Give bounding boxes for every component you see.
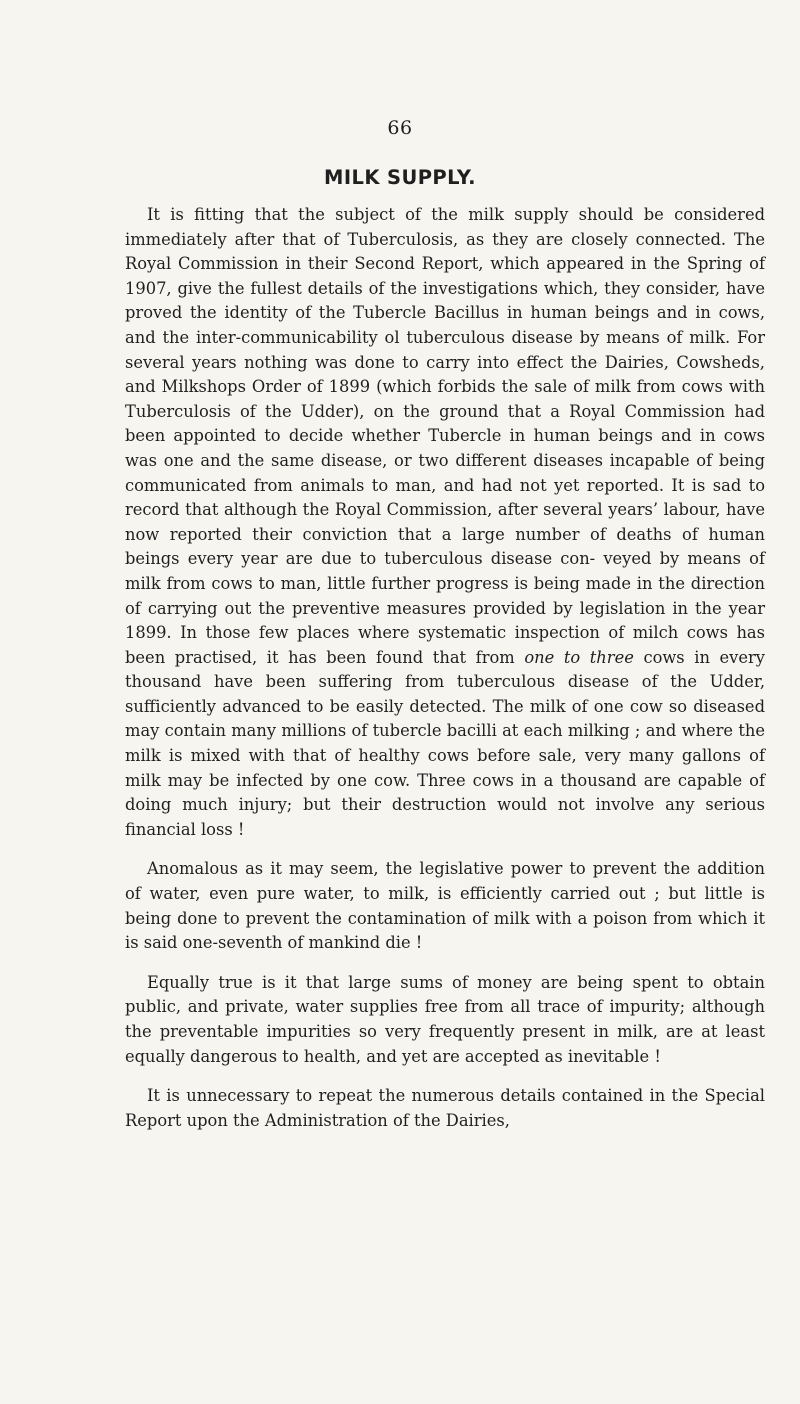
- paragraph-4: It is unnecessary to repeat the numerous details contained in the Special Report upon the Administration of the Dairies,: [125, 1086, 765, 1130]
- paragraph-1-text-start: It is fitting that the subject of the milk supply should be considered immediately after that of Tuberculosis, as they are closely connected. The Royal Commission in their Second Report, which appeared in the Spring of 1907, give the fullest details of the investigations which, they consider, have proved the identity of the Tubercle Bacillus in human beings and in cows, and the inter-communicability ol tuberculous disease by means of milk. For several years nothing was done to carry into effect the Dairies, Cowsheds, and Milkshops Order of 1899 (which forbids the sale of milk from cows with Tuberculosis of the Udder), on the ground that a Royal Commission had been appointed to decide whether Tubercle in human beings and in cows was one and the same disease, or two different diseases incapable of being communicated from animals to man, and had not yet reported. It is sad to record that although the Royal Commission, after several years’ labour, have now reported their conviction that a large number of deaths of human beings every year are due to tuberculous disease con- veyed by means of milk from cows to man, little further progress is being made in the direction of carrying out the preventive measures provided by legislation in the year 1899. In those few places where systematic inspection of milch cows has been practised, it has been found that from: [125, 205, 765, 667]
- paragraph-1: [125, 203, 765, 842]
- paragraph-3: Equally true is it that large sums of money are being spent to obtain public, and private, water supplies free from all trace of impurity; although the preventable impurities so very frequently present in milk, are at least equally dangerous to health, and yet are accepted as inevitable !: [125, 972, 765, 1066]
- page-title: MILK SUPPLY.: [324, 166, 476, 189]
- body-text: [125, 203, 765, 1148]
- paragraph-2: Anomalous as it may seem, the legislative power to prevent the addition of water, even pure water, to milk, is efficiently carried out ; but little is being done to prevent the contamination of milk with a poison from which it is said one-seventh of mankind die !: [125, 859, 765, 953]
- paragraph-1-emphasis: one to three: [524, 647, 634, 667]
- paragraph-1-text-end: cows in every thousand have been suffering from tuberculous disease of the Udder, sufficiently advanced to be easily detected. The milk of one cow so diseased may contain many millions of tubercle bacilli at each milking ; and where the milk is mixed with that of healthy cows before sale, very many gallons of milk may be infected by one cow. Three cows in a thousand are capable of doing much injury; but their destruction would not involve any serious financial loss !: [125, 647, 765, 839]
- page-number: 66: [387, 117, 413, 139]
